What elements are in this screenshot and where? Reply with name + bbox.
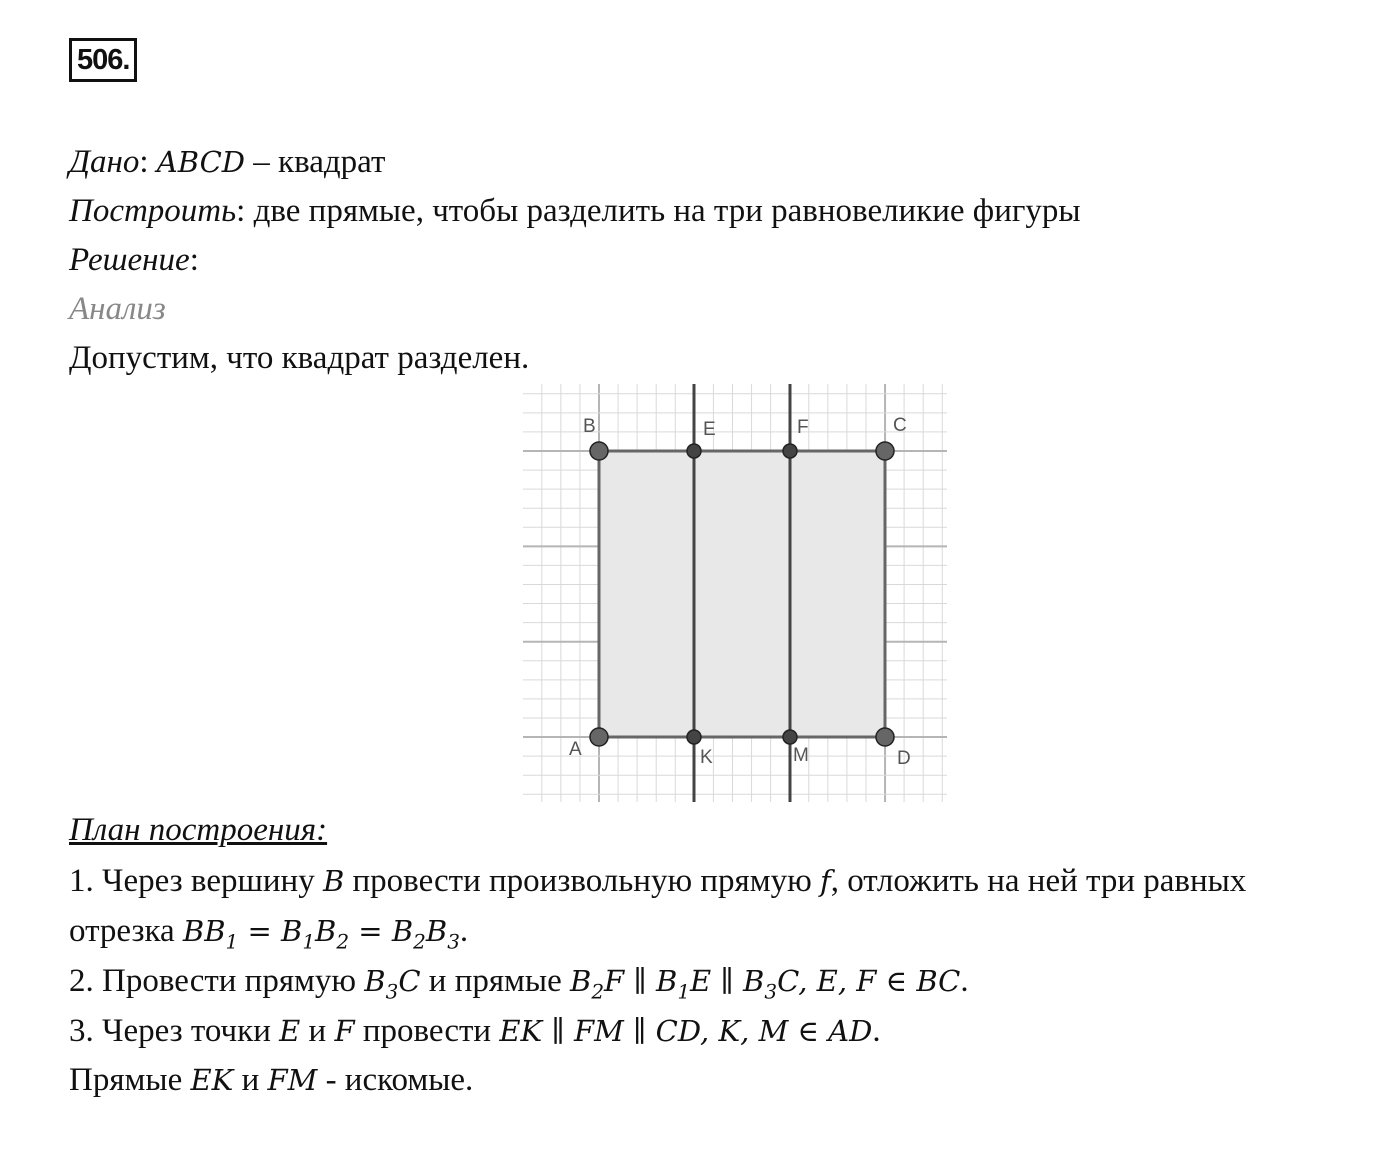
plan-title: План построения: bbox=[69, 812, 328, 848]
point-d bbox=[876, 728, 894, 746]
construct-text: : две прямые, чтобы разделить на три равновеликие фигуры bbox=[236, 193, 1081, 229]
plan-step-1b: отрезка $BB_1 = B_1B_2 = B_2B_3$. bbox=[69, 913, 469, 954]
point-label-b: B bbox=[583, 416, 596, 437]
point-m bbox=[783, 730, 797, 744]
point-label-c: C bbox=[893, 415, 907, 436]
construct-line bbox=[69, 191, 1081, 231]
point-e bbox=[687, 444, 701, 458]
given-text: – квадрат bbox=[245, 144, 386, 180]
solution-line: Решение: bbox=[69, 242, 199, 278]
point-label-d: D bbox=[897, 748, 911, 769]
point-a bbox=[590, 728, 608, 746]
point-label-e: E bbox=[703, 419, 716, 440]
assume-line: Допустим, что квадрат разделен. bbox=[69, 340, 530, 376]
plan-step-1a: 1. Через вершину B провести произвольную прямую f, отложить на ней три равных bbox=[69, 863, 1247, 899]
given-line: Дано: ABCD – квадрат bbox=[69, 144, 386, 180]
point-k bbox=[687, 730, 701, 744]
square-division-figure bbox=[523, 384, 947, 802]
point-f bbox=[783, 444, 797, 458]
given-object: ABCD bbox=[156, 145, 246, 179]
construct-label: Построить bbox=[69, 193, 237, 229]
square-abcd bbox=[599, 451, 885, 737]
plan-conclusion: Прямые EK и FM - искомые. bbox=[69, 1062, 474, 1098]
plan-step-2: 2. Провести прямую $B_3C$ и прямые $B_2F$ ∥ $B_1E$ ∥ $B_3C$, E, F ∈ BC. bbox=[69, 963, 969, 1004]
point-b bbox=[590, 442, 608, 460]
problem-number: 506. bbox=[69, 38, 137, 82]
point-label-m: M bbox=[793, 745, 809, 766]
point-c bbox=[876, 442, 894, 460]
point-label-a: A bbox=[569, 739, 582, 760]
analysis-heading: Анализ bbox=[69, 291, 166, 327]
plan-step-3: 3. Через точки E и F провести EK ∥ FM ∥ CD, K, M ∈ AD. bbox=[69, 1013, 881, 1049]
point-label-f: F bbox=[797, 417, 809, 438]
given-label: Дано bbox=[69, 144, 140, 180]
solution-label: Решение bbox=[69, 242, 190, 278]
point-label-k: K bbox=[700, 747, 713, 768]
